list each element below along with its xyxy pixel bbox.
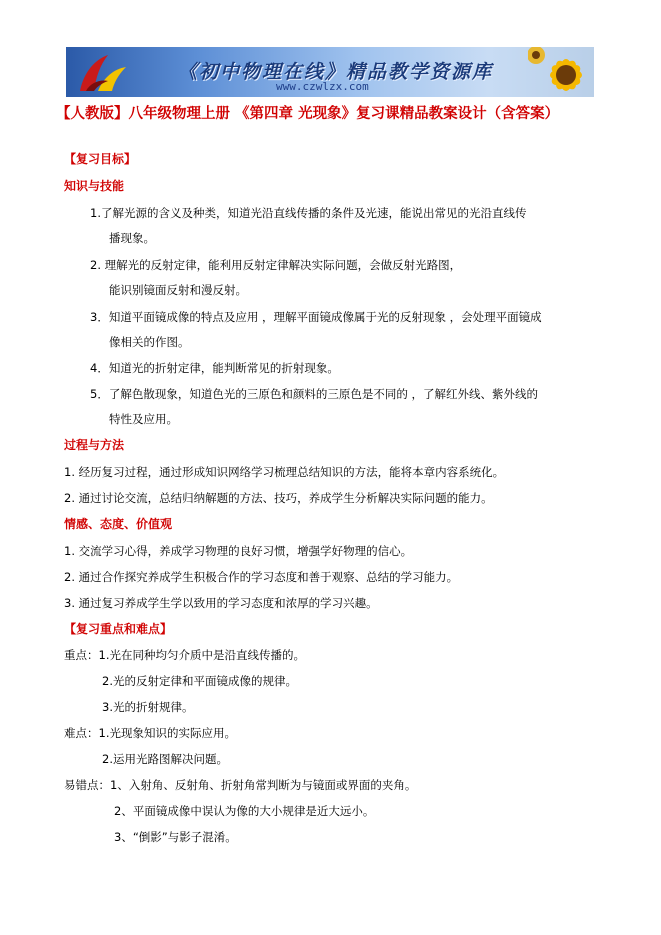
knowledge-item-cont: 特性及应用。 <box>109 412 178 426</box>
header-banner <box>66 47 594 97</box>
knowledge-item: 4．知道光的折射定律，能判断常见的折射现象。 <box>90 361 339 375</box>
banner-url: www.czwlzx.com <box>276 80 369 93</box>
attitude-item: 2. 通过合作探究养成学生积极合作的学习态度和善于观察、总结的学习能力。 <box>64 570 459 584</box>
attitude-item: 3. 通过复习养成学生学以致用的学习态度和浓厚的学习兴趣。 <box>64 596 378 610</box>
key-heading: 【复习重点和难点】 <box>64 622 173 636</box>
process-item: 2. 通过讨论交流，总结归纳解题的方法、技巧，养成学生分析解决实际问题的能力。 <box>64 491 493 505</box>
difficulty-item: 难点：1.光现象知识的实际应用。 <box>64 726 236 740</box>
error-item: 易错点：1、入射角、反射角、折射角常判断为与镜面或界面的夹角。 <box>64 778 417 792</box>
error-item-cont: 2、平面镜成像中误认为像的大小规律是近大远小。 <box>114 804 375 818</box>
difficulty-item-cont: 2.运用光路图解决问题。 <box>102 752 228 766</box>
error-item-cont: 3、“倒影”与影子混淆。 <box>114 830 237 844</box>
site-logo-icon <box>74 51 130 95</box>
attitude-item: 1. 交流学习心得，养成学习物理的良好习惯，增强学好物理的信心。 <box>64 544 413 558</box>
process-item: 1. 经历复习过程，通过形成知识网络学习梳理总结知识的方法，能将本章内容系统化。 <box>64 465 505 479</box>
knowledge-item-cont: 能识别镜面反射和漫反射。 <box>109 283 247 297</box>
knowledge-heading: 知识与技能 <box>64 179 125 193</box>
knowledge-item: 5．了解色散现象，知道色光的三原色和颜料的三原色是不同的 ，了解红外线、紫外线的 <box>90 387 538 401</box>
knowledge-item: 3．知道平面镜成像的特点及应用 ，理解平面镜成像属于光的反射现象 ，会处理平面镜成 <box>90 310 542 324</box>
key-item: 重点：1.光在同种均匀介质中是沿直线传播的。 <box>64 648 305 662</box>
banner-title: 《初中物理在线》精品教学资源库 <box>178 61 494 83</box>
attitude-heading: 情感、态度、价值观 <box>64 517 173 531</box>
key-item-cont: 2.光的反射定律和平面镜成像的规律。 <box>102 674 297 688</box>
knowledge-item-cont: 像相关的作图。 <box>109 335 190 349</box>
key-item-cont: 3.光的折射规律。 <box>102 700 194 714</box>
knowledge-item-cont: 播现象。 <box>109 231 155 245</box>
process-heading: 过程与方法 <box>64 438 125 452</box>
knowledge-item: 2. 理解光的反射定律，能利用反射定律解决实际问题，会做反射光路图， <box>90 258 462 272</box>
document-title: 【人教版】八年级物理上册 《第四章 光现象》复习课精品教案设计（含答案） <box>56 106 560 122</box>
knowledge-item: 1.了解光源的含义及种类，知道光沿直线传播的条件及光速，能说出常见的光沿直线传 <box>90 206 527 220</box>
sunflower-icon <box>528 47 594 97</box>
goals-heading: 【复习目标】 <box>64 152 137 166</box>
